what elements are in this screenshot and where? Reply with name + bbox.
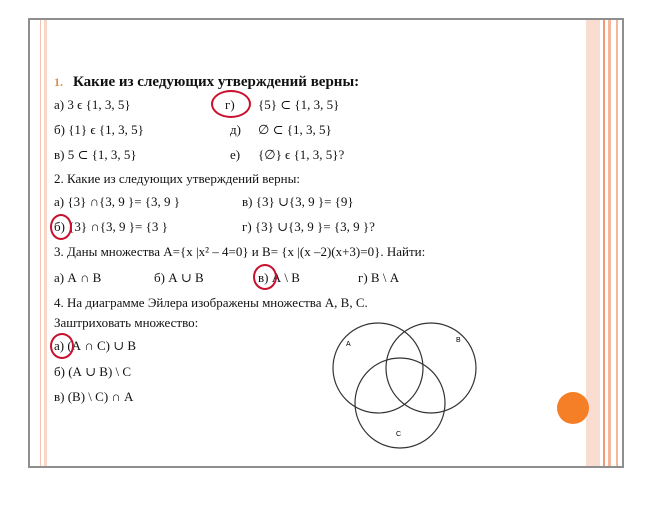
q1-title: Какие из следующих утверждений верны:: [73, 74, 360, 90]
right-deco-line: [608, 20, 611, 466]
q4-item-a: а) (А ∩ С) ∪ В: [54, 338, 137, 353]
q2-item-g: г) {3} ∪{3, 9 }= {3, 9 }?: [242, 219, 375, 234]
q3-title: 3. Даны множества А={x |x² – 4=0} и В= {x |(x –2)(x+3)=0}. Найти:: [54, 244, 426, 259]
q1-number: 1.: [54, 75, 63, 89]
answer-mark-q3-v: [253, 264, 277, 290]
q1-item-e: {∅} ϵ {1, 3, 5}?: [258, 147, 345, 162]
venn-circle-a: [333, 323, 423, 413]
q1-heading: [54, 74, 359, 90]
q4-item-b: б) (А ∪ В) \ С: [54, 364, 132, 379]
answer-mark-q1-g: [211, 90, 251, 118]
q1-label-d: д): [230, 122, 241, 137]
orange-accent-dot: [557, 392, 589, 424]
answer-mark-q4-a: [50, 333, 74, 359]
q3-item-v: в) А \ В: [258, 270, 300, 285]
right-deco-band: [586, 20, 600, 466]
q2-item-v: в) {3} ∪{3, 9 }= {9}: [242, 194, 354, 209]
q1-item-b: б) {1} ϵ {1, 3, 5}: [54, 122, 144, 137]
right-deco-line: [616, 20, 618, 466]
q3-item-b: б) А ∪ В: [154, 270, 204, 285]
venn-label-b: B: [456, 337, 461, 344]
q1-item-v: в) 5 ⊂ {1, 3, 5}: [54, 147, 137, 162]
q4-title: 4. На диаграмме Эйлера изображены множества А, В, С.: [54, 295, 368, 310]
q2-item-b: б) {3} ∩{3, 9 }= {3 }: [54, 219, 168, 234]
q1-item-a: а) 3 ϵ {1, 3, 5}: [54, 97, 131, 112]
left-deco-line: [40, 20, 41, 466]
venn-label-c: C: [396, 431, 402, 438]
venn-label-a: A: [346, 341, 351, 348]
venn-circle-b: [386, 323, 476, 413]
q1-label-g: г): [225, 97, 235, 112]
q2-title: 2. Какие из следующих утверждений верны:: [54, 171, 300, 186]
q1-item-d: ∅ ⊂ {1, 3, 5}: [258, 122, 332, 137]
q1-label-e: е): [230, 147, 241, 162]
left-deco-line: [44, 20, 47, 466]
q2-item-a: а) {3} ∩{3, 9 }= {3, 9 }: [54, 194, 181, 209]
q1-item-g: {5} ⊂ {1, 3, 5}: [258, 97, 340, 112]
q3-item-a: а) А ∩ В: [54, 270, 102, 285]
answer-mark-q2-b: [50, 214, 72, 240]
q4-subtitle: Заштриховать множество:: [54, 315, 199, 330]
q3-item-g: г) В \ А: [358, 270, 400, 285]
q4-item-v: в) (В) \ С) ∩ А: [54, 389, 134, 404]
slide-frame: [28, 18, 624, 468]
euler-diagram: [332, 318, 482, 458]
right-deco-line: [603, 20, 605, 466]
